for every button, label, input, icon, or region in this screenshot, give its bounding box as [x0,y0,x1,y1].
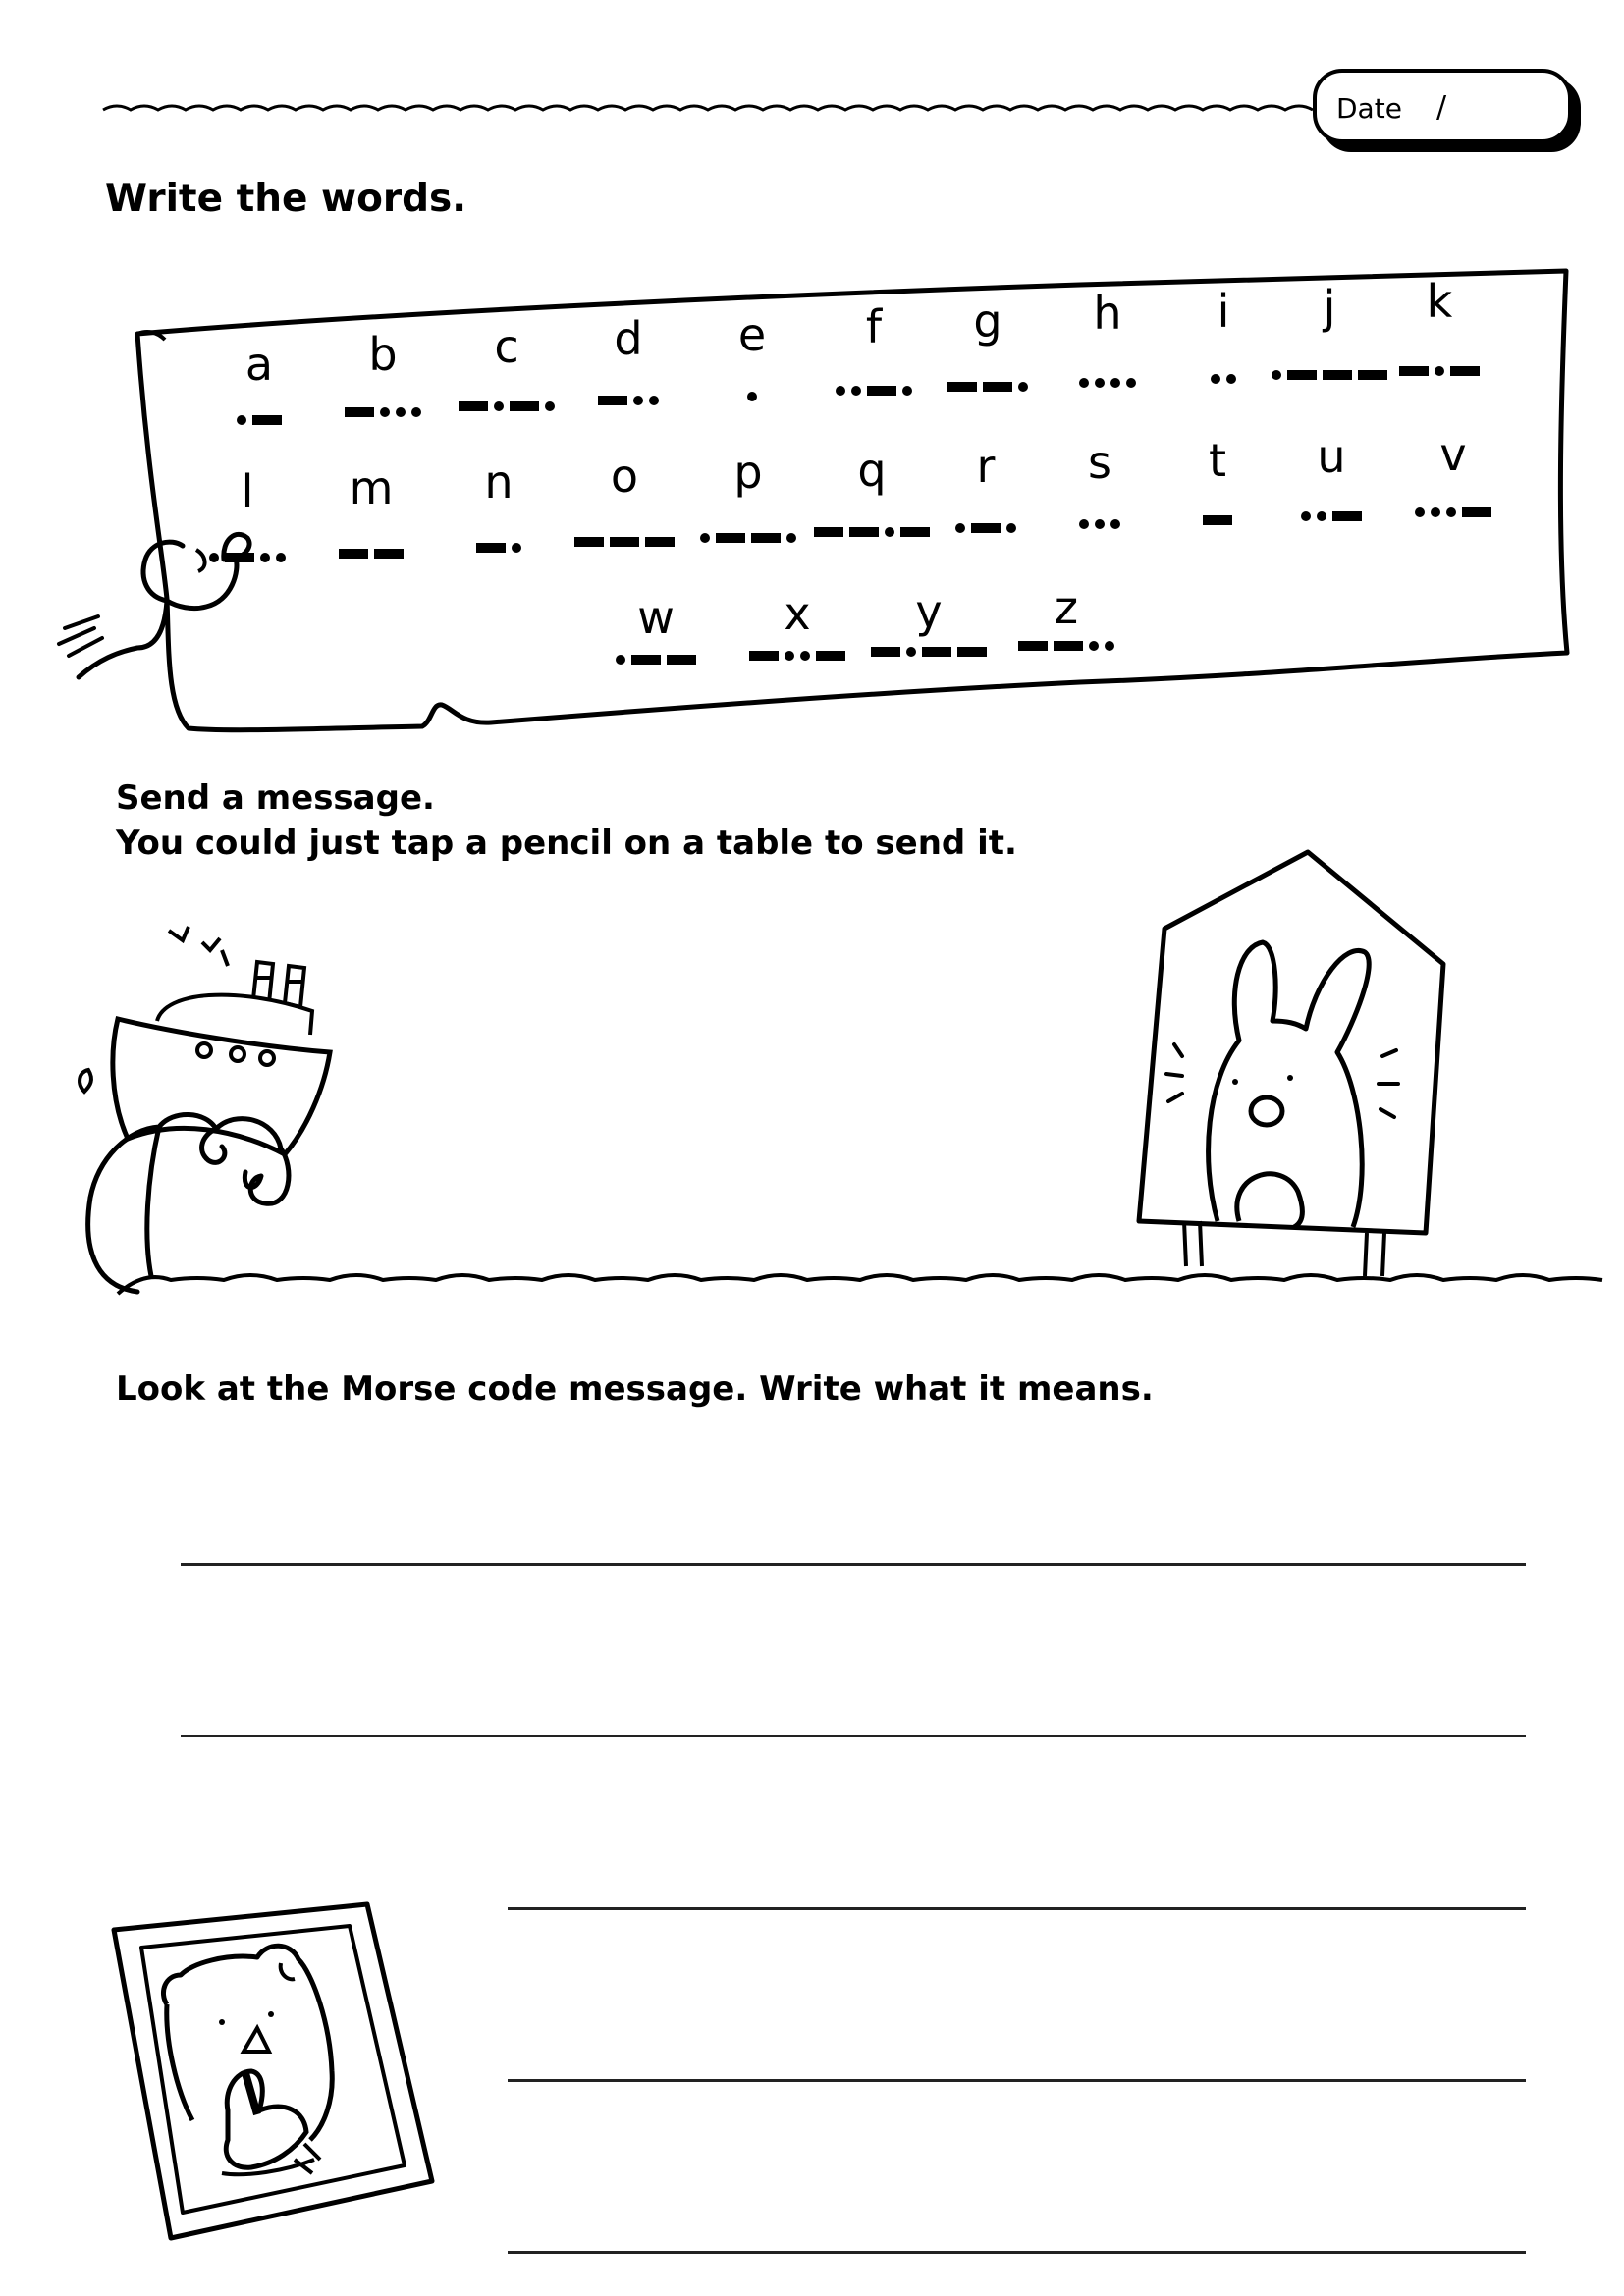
date-label: Date [1336,92,1402,125]
morse-letter-e: e [737,308,767,361]
morse-letter-k: k [1426,275,1453,328]
morse-letter-n: n [484,455,514,508]
morse-letter-s: s [1088,436,1111,489]
morse-letter-m: m [349,461,394,514]
morse-letter-g: g [973,294,1002,347]
answer-line-5[interactable] [508,2251,1526,2254]
morse-letter-v: v [1439,428,1467,481]
send-message-line1: Send a message. [116,778,435,818]
answer-line-3[interactable] [508,1907,1526,1910]
morse-letter-l: l [241,465,254,518]
morse-letter-x: x [784,587,811,640]
morse-letter-u: u [1317,430,1346,483]
send-message-line2: You could just tap a pencil on a table to send it. [116,824,1017,863]
morse-letter-r: r [976,440,996,493]
morse-letter-p: p [733,446,763,499]
date-separator: / [1436,90,1447,125]
morse-letter-i: i [1217,285,1230,338]
morse-letter-t: t [1208,434,1227,487]
morse-letter-c: c [494,320,519,373]
decode-heading: Look at the Morse code message. Write what it means. [116,1369,1154,1409]
morse-letter-b: b [368,328,398,381]
morse-letter-q: q [857,444,887,497]
answer-line-4[interactable] [508,2079,1526,2082]
morse-letter-h: h [1093,287,1122,340]
morse-letter-y: y [915,585,943,638]
morse-letter-a: a [244,338,274,391]
morse-letter-d: d [614,312,643,365]
write-words-heading: Write the words. [105,177,467,221]
morse-letter-j: j [1323,281,1336,334]
morse-letter-f: f [865,300,883,353]
bear-portrait-icon [0,0,491,2296]
morse-letter-o: o [610,450,639,503]
morse-letter-z: z [1054,581,1079,634]
morse-letter-w: w [637,591,675,644]
